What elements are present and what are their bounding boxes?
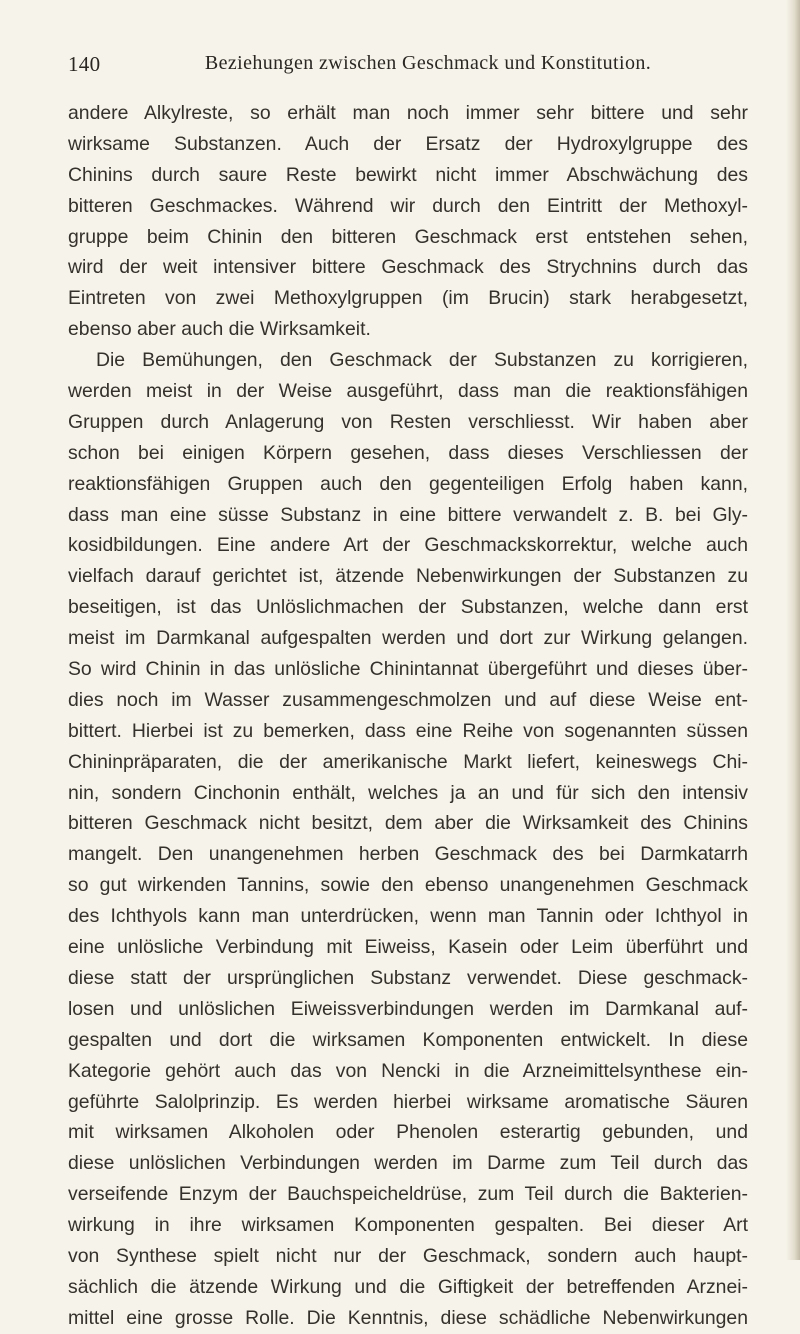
text-line: so gut wirkenden Tannins, sowie den ebenso unangenehmen Geschmack — [68, 874, 748, 897]
text-line: beseitigen, ist das Unlöslichmachen der Substanzen, welche dann erst — [68, 596, 748, 619]
text-line: losen und unlöslichen Eiweissverbindungen werden im Darmkanal auf- — [68, 997, 748, 1020]
text-line: kosidbildungen. Eine andere Art der Geschmackskorrektur, welche auch — [68, 534, 748, 557]
text-line: Gruppen durch Anlagerung von Resten verschliesst. Wir haben aber — [68, 410, 748, 433]
text-line: ebenso aber auch die Wirksamkeit. — [68, 318, 371, 341]
text-line: verseifende Enzym der Bauchspeicheldrüse, zum Teil durch die Bakterien- — [68, 1183, 748, 1206]
text-line: bittert. Hierbei ist zu bemerken, dass eine Reihe von sogenannten süssen — [68, 719, 748, 742]
text-line: andere Alkylreste, so erhält man noch immer sehr bittere und sehr — [68, 102, 748, 124]
text-line: bitteren Geschmack nicht besitzt, dem aber die Wirksamkeit des Chinins — [68, 812, 748, 835]
text-line: von Synthese spielt nicht nur der Geschmack, sondern auch haupt- — [68, 1244, 748, 1267]
text-line: sächlich die ätzende Wirkung und die Giftigkeit der betreffenden Arznei- — [68, 1275, 748, 1298]
text-line: dies noch im Wasser zusammengeschmolzen und auf diese Weise ent- — [68, 688, 748, 711]
page-number: 140 — [68, 52, 101, 76]
page-header — [68, 52, 748, 82]
text-line: meist im Darmkanal aufgespalten werden und dort zur Wirkung gelangen. — [68, 627, 748, 650]
text-line: gespalten und dort die wirksamen Komponenten entwickelt. In diese — [68, 1028, 748, 1051]
paragraph — [68, 345, 748, 1334]
text-line: Kategorie gehört auch das von Nencki in die Arzneimittelsynthese ein- — [68, 1059, 748, 1082]
page-edge-shadow — [786, 0, 800, 1260]
text-line: Eintreten von zwei Methoxylgruppen (im Brucin) stark herabgesetzt, — [68, 287, 748, 310]
text-line: bitteren Geschmackes. Während wir durch den Eintritt der Methoxyl- — [68, 194, 748, 217]
text-line: vielfach darauf gerichtet ist, ätzende Nebenwirkungen der Substanzen zu — [68, 565, 748, 588]
text-line: nin, sondern Cinchonin enthält, welches ja an und für sich den intensiv — [68, 781, 748, 804]
text-line: eine unlösliche Verbindung mit Eiweiss, Kasein oder Leim überführt und — [68, 936, 748, 959]
text-line: mittel eine grosse Rolle. Die Kenntnis, diese schädliche Nebenwirkungen — [68, 1306, 748, 1329]
text-line: schon bei einigen Körpern gesehen, dass dieses Verschliessen der — [68, 441, 748, 464]
text-line: diese unlöslichen Verbindungen werden im Darme zum Teil durch das — [68, 1152, 748, 1175]
body-text — [68, 98, 748, 1334]
text-line: wirksame Substanzen. Auch der Ersatz der Hydroxylgruppe des — [68, 132, 748, 155]
text-line: mit wirksamen Alkoholen oder Phenolen esterartig gebunden, und — [68, 1121, 748, 1144]
text-line: dass man eine süsse Substanz in eine bittere verwandelt z. B. bei Gly- — [68, 503, 748, 526]
text-line: werden meist in der Weise ausgeführt, dass man die reaktionsfähigen — [68, 380, 748, 403]
text-line: des Ichthyols kann man unterdrücken, wenn man Tannin oder Ichthyol in — [68, 905, 748, 928]
text-line: mangelt. Den unangenehmen herben Geschmack des bei Darmkatarrh — [68, 843, 748, 866]
text-line: Die Bemühungen, den Geschmack der Substanzen zu korrigieren, — [96, 349, 748, 372]
running-head: Beziehungen zwischen Geschmack und Konstitution. — [204, 52, 652, 74]
text-line: wird der weit intensiver bittere Geschmack des Strychnins durch das — [68, 256, 748, 279]
text-line: geführte Salolprinzip. Es werden hierbei wirksame aromatische Säuren — [68, 1090, 748, 1113]
text-line: wirkung in ihre wirksamen Komponenten gespalten. Bei dieser Art — [68, 1214, 748, 1237]
text-line: Chininpräparaten, die der amerikanische Markt liefert, keineswegs Chi- — [68, 750, 748, 773]
text-line: gruppe beim Chinin den bitteren Geschmack erst entstehen sehen, — [68, 225, 748, 248]
text-line: So wird Chinin in das unlösliche Chinintannat übergeführt und dieses über- — [68, 658, 748, 681]
text-line: reaktionsfähigen Gruppen auch den gegenteiligen Erfolg haben kann, — [68, 472, 748, 495]
text-line: Chinins durch saure Reste bewirkt nicht immer Abschwächung des — [68, 163, 748, 186]
paragraph — [68, 98, 748, 345]
text-line: diese statt der ursprünglichen Substanz verwendet. Diese geschmack- — [68, 966, 748, 989]
